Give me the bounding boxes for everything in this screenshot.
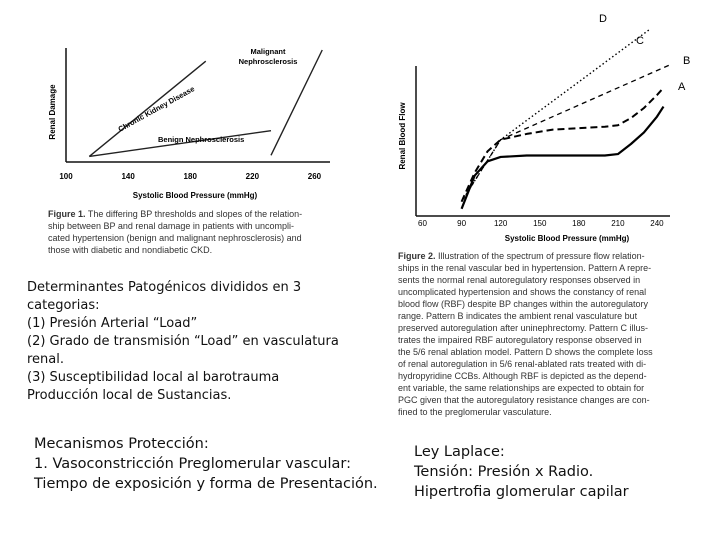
mecanismos-line: Mecanismos Protección: [34,436,209,452]
fig2-x-tick-label: 240 [650,219,664,228]
fig2-x-tick-label: 90 [457,219,467,228]
fig2-x-tick-label: 210 [611,219,625,228]
figure2-caption-label: Figure 2. [398,251,436,261]
fig1-x-tick-label: 260 [307,172,322,181]
figure1-caption-line: The differing BP thresholds and slopes of the relation- [87,209,303,219]
fig1-label-benign: Benign Nephrosclerosis [158,135,245,144]
figure2-caption-line: the 5/6 renal ablation model. Pattern D shows the complete loss [398,347,653,357]
fig2-line-label-a: A [678,81,686,93]
fig1-x-tick-label: 140 [121,172,135,181]
laplace-line: Hipertrofia glomerular capilar [414,484,629,500]
fig1-label-ckd: Chronic Kidney Disease [116,84,197,134]
fig2-x-tick-label: 150 [533,219,547,228]
determinantes-line: (1) Presión Arterial “Load” [27,316,198,331]
fig2-line-label-c: C [636,35,644,47]
determinantes-line: Determinantes Patogénicos divididos en 3 [27,280,302,295]
figure2-caption-line: ent variable, the same relationships are expected to obtain for [398,383,645,393]
determinantes-line: Producción local de Sustancias. [27,388,232,403]
fig2-x-tick-label: 60 [418,219,427,228]
figure2-caption-line: sents the normal renal autoregulatory responses observed in [398,275,641,285]
fig1-x-tick-label: 180 [183,172,197,181]
figure2-caption-line: fined to the preglomerular vasculature. [398,407,552,417]
fig2-line-b [462,88,664,202]
figure2-caption-line: blood flow (RBF) despite BP changes within the autoregulatory [398,299,648,309]
figure2-caption-line: ships in the renal vascular bed in hypertension. Pattern A repre- [398,263,652,273]
figure2-caption-line: trates the impaired RBF autoregulatory response observed in [398,335,642,345]
figure1-caption-line: those with diabetic and nondiabetic CKD. [48,245,213,255]
determinantes-block [27,279,357,405]
figure1-caption-label: Figure 1. [48,209,86,219]
fig2-line-d [462,29,651,202]
fig2-x-tick-label: 120 [493,219,508,228]
fig1-xlabel: Systolic Blood Pressure (mmHg) [132,191,258,200]
fig2-line-label-b: B [683,55,691,67]
fig2-ylabel: Renal Blood Flow [398,102,407,170]
fig1-label-malignant-2: Nephrosclerosis [238,57,298,66]
figure1-caption-line: cated hypertension (benign and malignant nephrosclerosis) and [48,233,302,243]
laplace-line: Tensión: Presión x Radio. [414,464,594,480]
figure2-caption-line: Illustration of the spectrum of pressure flow relation- [438,251,645,261]
figure2-caption-line: of renal autoregulation in 5/6 renal-ablated rats treated with di- [398,359,647,369]
fig1-ylabel: Renal Damage [48,84,57,140]
mecanismos-line: 1. Vasoconstricción Preglomerular vascular: [34,456,351,472]
fig1-x-tick-label: 220 [245,172,260,181]
laplace-block [414,442,704,502]
laplace-line: Ley Laplace: [414,444,505,460]
figure2-chart [392,6,712,246]
fig1-label-malignant-1: Malignant [250,47,286,56]
fig2-line-c [462,65,670,202]
figure2-caption-line: preserved autoregulation after uninephrectomy. Pattern C illus- [398,323,648,333]
figure2-caption-line: hydropyridine CCBs. Although RBF is depicted as the depend- [398,371,647,381]
figure2-caption-line: uncomplicated hypertension and shows the constancy of renal [398,287,647,297]
figure1-caption-line: ship between BP and renal damage in patients with uncompli- [48,221,294,231]
figure2-caption-line: range. Pattern B indicates the ambient renal vasculature but [398,311,638,321]
fig2-line-a [462,107,664,209]
figure1-caption [48,208,348,256]
mecanismos-block [34,434,394,494]
determinantes-line: categorias: [27,298,100,313]
determinantes-line: renal. [27,352,65,367]
determinantes-line: (2) Grado de transmisión “Load” en vasculatura [27,334,339,349]
fig2-x-tick-label: 180 [572,219,586,228]
mecanismos-line: Tiempo de exposición y forma de Presentación. [34,476,378,492]
fig2-xlabel: Systolic Blood Pressure (mmHg) [504,234,630,243]
fig1-x-tick-label: 100 [59,172,73,181]
determinantes-line: (3) Susceptibilidad local al barotrauma [27,370,280,385]
figure2-caption-line: PGC given that the autoregulatory resistance changes are con- [398,395,650,405]
figure1-chart [40,40,350,210]
fig2-line-label-d: D [599,13,607,25]
figure2-caption [398,250,708,418]
